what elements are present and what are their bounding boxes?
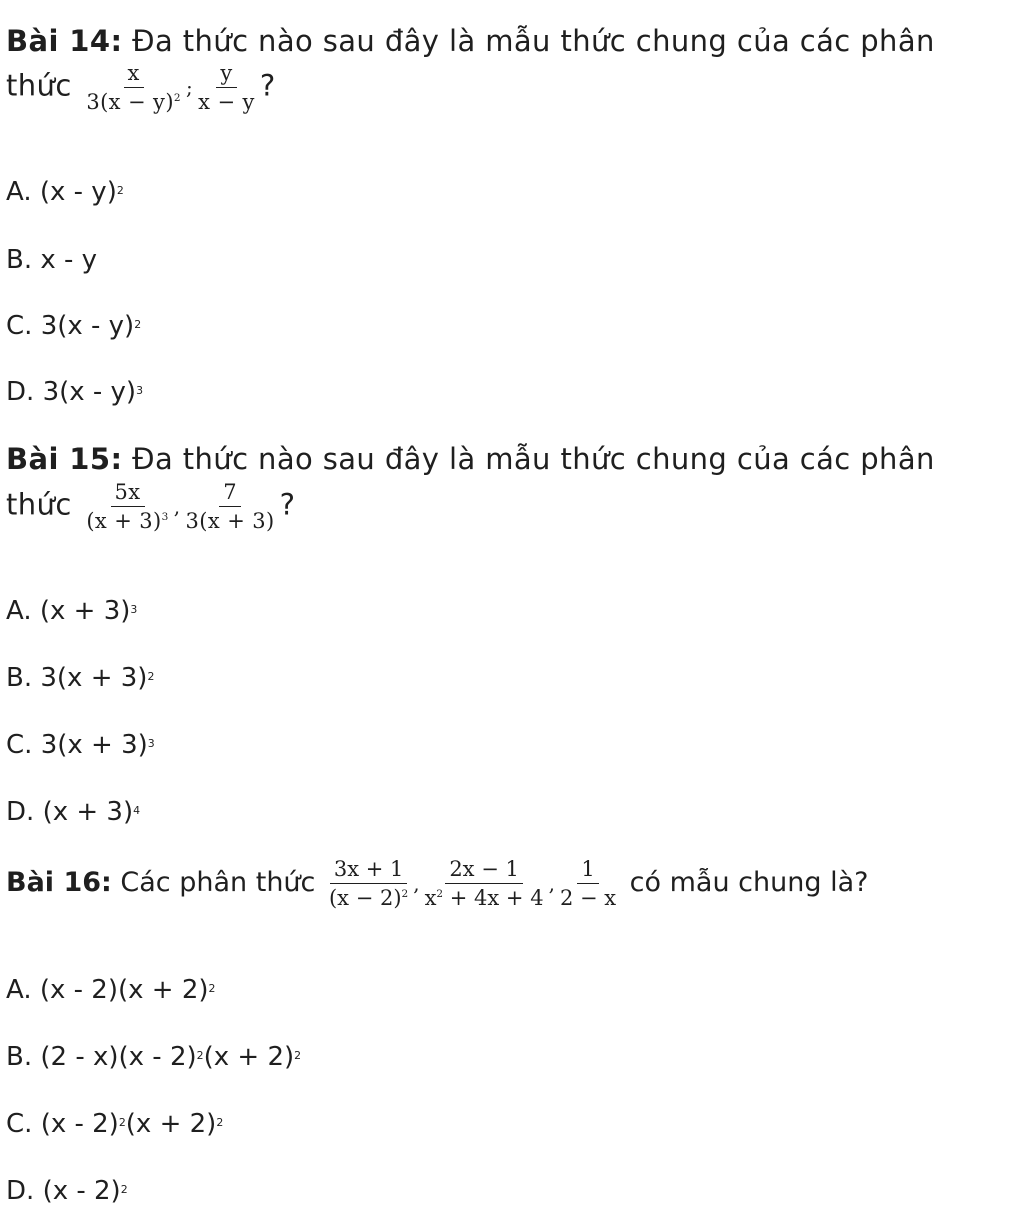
option-exponent: 2 [147,670,155,683]
option-exponent: 3 [136,384,144,397]
option-text: (2 - x)(x - 2) [40,1042,197,1072]
q14-option-c[interactable] [6,311,141,341]
option-label: C. [6,730,33,760]
q15-heading [6,442,935,476]
option-text: (x - 2) [40,1109,119,1139]
option-text: (x + 3) [39,596,131,626]
option-text: (x - y) [39,177,117,207]
option-label: C. [6,311,33,341]
option-text: (x + 2) [125,1109,217,1139]
q15-option-c[interactable] [6,730,155,760]
option-text: 3(x - y) [42,377,137,407]
q14-fraction-1 [82,62,185,113]
q16-option-a[interactable] [6,975,215,1005]
q16-separator-2: , [548,871,555,896]
option-exponent: 2 [120,1183,128,1196]
option-text: (x + 2) [203,1042,295,1072]
q16-option-c[interactable] [6,1109,223,1139]
option-exponent: 2 [294,1049,302,1062]
q15-frac1-denominator [82,507,172,532]
option-label: A. [6,596,32,626]
option-label: C. [6,1109,33,1139]
q16-option-b[interactable] [6,1042,301,1072]
q16-heading [6,858,868,909]
q15-lead: thức [6,487,72,522]
q15-frac2-numerator: 7 [219,481,241,507]
q16-frac2-denominator [421,884,548,909]
q14-frac2-numerator: y [216,62,236,88]
q16-frac3-numerator: 1 [577,858,598,884]
q14-frac1-den-base: 3(x − y) [86,90,174,115]
option-label: B. [6,1042,33,1072]
option-exponent: 2 [118,1116,126,1129]
q16-tail: có mẫu chung là? [621,867,869,899]
q16-fraction-3 [556,858,620,909]
q14-frac2-denominator: x − y [198,90,255,115]
option-label: A. [6,975,32,1005]
q14-option-a[interactable] [6,177,124,207]
q14-option-b[interactable] [6,245,97,275]
q15-fraction-2 [182,481,279,532]
q16-number: Bài 16: [6,867,112,899]
q16-frac2-den-a: x [424,886,437,911]
q14-frac1-denominator [82,88,185,113]
option-text: (x + 3) [42,797,134,827]
q15-frac1-den-exp: 3 [161,511,169,524]
option-label: B. [6,663,33,693]
option-exponent: 2 [208,982,216,995]
q15-frac1-den-base: (x + 3) [86,509,162,534]
q14-fraction-2 [194,62,259,113]
q14-text: Đa thức nào sau đây là mẫu thức chung của các phân [122,24,935,58]
option-text: 3(x + 3) [40,663,148,693]
q16-option-d[interactable] [6,1176,128,1206]
q15-question-mark: ? [279,487,296,522]
q16-frac2-den-b: + 4x + 4 [443,886,544,911]
q14-fraction-line [6,62,276,113]
option-label: A. [6,177,32,207]
q16-text: Các phân thức [111,867,316,899]
q16-frac1-den-base: (x − 2) [328,886,402,911]
q15-option-a[interactable] [6,596,137,626]
option-text: 3(x + 3) [40,730,148,760]
q16-fraction-2 [421,858,548,909]
option-text: 3(x - y) [40,311,135,341]
q15-frac1-numerator: 5x [111,481,145,507]
q16-frac1-denominator [325,884,412,909]
option-exponent: 3 [147,737,155,750]
option-label: D. [6,377,35,407]
q16-frac1-den-exp: 2 [401,888,409,901]
q16-frac3-denominator: 2 − x [559,886,617,911]
q16-separator-1: , [413,871,420,896]
q15-number: Bài 15: [6,442,123,476]
option-exponent: 2 [134,318,142,331]
q14-question-mark: ? [259,68,276,103]
option-exponent: 4 [133,804,141,817]
option-exponent: 3 [130,603,138,616]
q15-separator: , [173,494,181,519]
q14-heading [6,24,935,58]
q16-fraction-1 [325,858,412,909]
option-text: x - y [40,245,98,275]
q14-separator: ; [186,75,194,100]
option-text: (x - 2) [42,1176,121,1206]
q16-frac2-numerator: 2x − 1 [445,858,523,884]
option-exponent: 2 [216,1116,224,1129]
option-label: B. [6,245,33,275]
q14-option-d[interactable] [6,377,143,407]
q15-fraction-1 [82,481,172,532]
q14-frac1-numerator: x [124,62,144,88]
option-label: D. [6,797,35,827]
q15-fraction-line [6,481,295,532]
option-exponent: 2 [116,184,124,197]
q14-frac1-den-exp: 2 [173,92,182,105]
q15-option-b[interactable] [6,663,154,693]
q14-number: Bài 14: [6,24,123,58]
option-label: D. [6,1176,35,1206]
q16-frac1-numerator: 3x + 1 [330,858,408,884]
q15-option-d[interactable] [6,797,140,827]
q14-lead: thức [6,68,72,103]
q15-text: Đa thức nào sau đây là mẫu thức chung của các phân [122,442,935,476]
q16-frac2-den-a-exp: 2 [436,888,444,901]
option-exponent: 2 [196,1049,204,1062]
q15-frac2-denominator: 3(x + 3) [185,509,275,534]
option-text: (x - 2)(x + 2) [39,975,209,1005]
